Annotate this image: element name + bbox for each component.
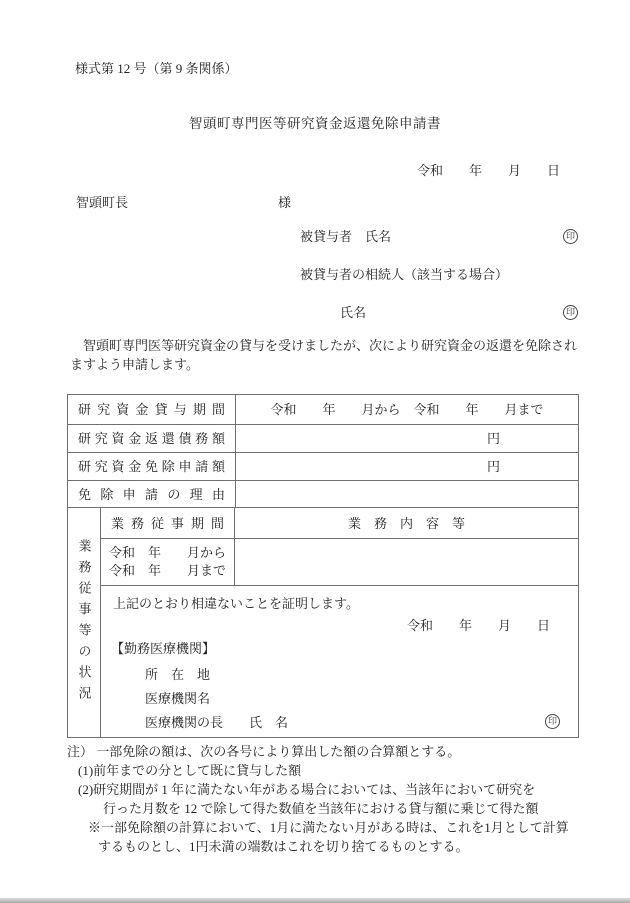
row-label: 研究資金貸与期間 bbox=[78, 402, 225, 417]
borrower-name-label: 被貸与者 氏名 bbox=[300, 229, 392, 244]
work-period-row bbox=[101, 538, 578, 585]
row-value-loan-period: 令和 年 月から 令和 年 月まで bbox=[270, 402, 544, 417]
page-bottom-edge bbox=[0, 898, 630, 903]
row-value-exemption-reason bbox=[236, 481, 578, 507]
row-label: 免除申請の理由 bbox=[78, 486, 225, 502]
medical-institution-header: 【勤務医療機関】 bbox=[111, 641, 216, 656]
institution-name-label: 医療機関名 bbox=[145, 691, 211, 706]
note-line-2: (1)前年までの分として既に貸与した額 bbox=[78, 763, 302, 778]
institution-head-label: 医療機関の長 氏 名 bbox=[145, 715, 289, 730]
work-content-cell bbox=[235, 539, 578, 585]
note-line-6: するものとし、1円未満の端数はこれを切り捨てるものとする。 bbox=[98, 839, 469, 854]
heir-seal-icon bbox=[563, 305, 578, 320]
seal-character: 印 bbox=[547, 716, 557, 726]
work-period-from: 令和 年 月から bbox=[109, 545, 227, 560]
address-label: 所 在 地 bbox=[145, 667, 211, 682]
table-row-exemption-amount bbox=[68, 452, 578, 480]
seal-character: 印 bbox=[565, 307, 575, 317]
work-period-cell bbox=[101, 539, 235, 585]
row-label-cell bbox=[68, 481, 236, 507]
work-status-header-row bbox=[101, 508, 578, 538]
certification-date: 令和 年 月 日 bbox=[406, 618, 550, 633]
row-value-repayment-debt: 円 bbox=[486, 431, 500, 446]
row-label: 研究資金免除申請額 bbox=[78, 459, 225, 474]
addressee-name: 智頭町長 bbox=[76, 195, 129, 210]
institution-head-seal-icon bbox=[545, 714, 560, 729]
certification-cell bbox=[101, 585, 578, 737]
note-line-4: 行った月数を 12 で除して得た数値を当該年における貸与額に乗じて得た額 bbox=[103, 801, 539, 816]
note-line-1: 注） 一部免除の額は、次の各号により算出した額の合算額とする。 bbox=[67, 744, 461, 759]
application-statement: 智頭町専門医等研究資金の貸与を受けましたが、次により研究資金の返還を免除されますよう申請します。 bbox=[70, 338, 578, 372]
work-status-vertical-label bbox=[68, 508, 101, 737]
row-value-exemption-amount: 円 bbox=[486, 459, 500, 474]
form-number: 様式第 12 号（第 9 条関係） bbox=[75, 61, 238, 76]
work-period-header-cell bbox=[101, 508, 235, 538]
addressee-honorific: 様 bbox=[278, 195, 292, 210]
table-row-repayment-debt bbox=[68, 424, 578, 452]
heir-name-label: 氏名 bbox=[340, 305, 367, 320]
vertical-label-text: 業務従事等の状況 bbox=[76, 538, 92, 707]
work-period-header: 業務従事期間 bbox=[111, 515, 224, 531]
borrower-seal-icon bbox=[563, 229, 578, 244]
heir-label: 被貸与者の相続人（該当する場合） bbox=[300, 267, 509, 282]
work-period-to: 令和 年 月まで bbox=[109, 563, 227, 578]
work-status-section bbox=[68, 507, 578, 737]
note-line-5: ※一部免除額の計算において、1月に満たない月がある時は、これを1月として計算 bbox=[88, 820, 569, 835]
row-label-cell bbox=[68, 395, 236, 424]
row-label-cell bbox=[68, 453, 236, 480]
note-line-3: (2)研究期間が 1 年に満たない年がある場合においては、当該年において研究を bbox=[78, 782, 536, 797]
application-table bbox=[67, 394, 579, 738]
seal-character: 印 bbox=[565, 231, 575, 241]
application-date-line: 令和 年 月 日 bbox=[416, 163, 560, 178]
work-status-body bbox=[101, 508, 578, 737]
certification-statement: 上記のとおり相違ないことを証明します。 bbox=[113, 596, 359, 611]
document-title: 智頭町専門医等研究資金返還免除申請書 bbox=[189, 116, 441, 131]
table-row-exemption-reason bbox=[68, 480, 578, 507]
row-label: 研究資金返還債務額 bbox=[78, 431, 225, 446]
row-label-cell bbox=[68, 425, 236, 452]
table-row-loan-period bbox=[68, 395, 578, 424]
work-content-header: 業 務 内 容 等 bbox=[347, 515, 465, 531]
